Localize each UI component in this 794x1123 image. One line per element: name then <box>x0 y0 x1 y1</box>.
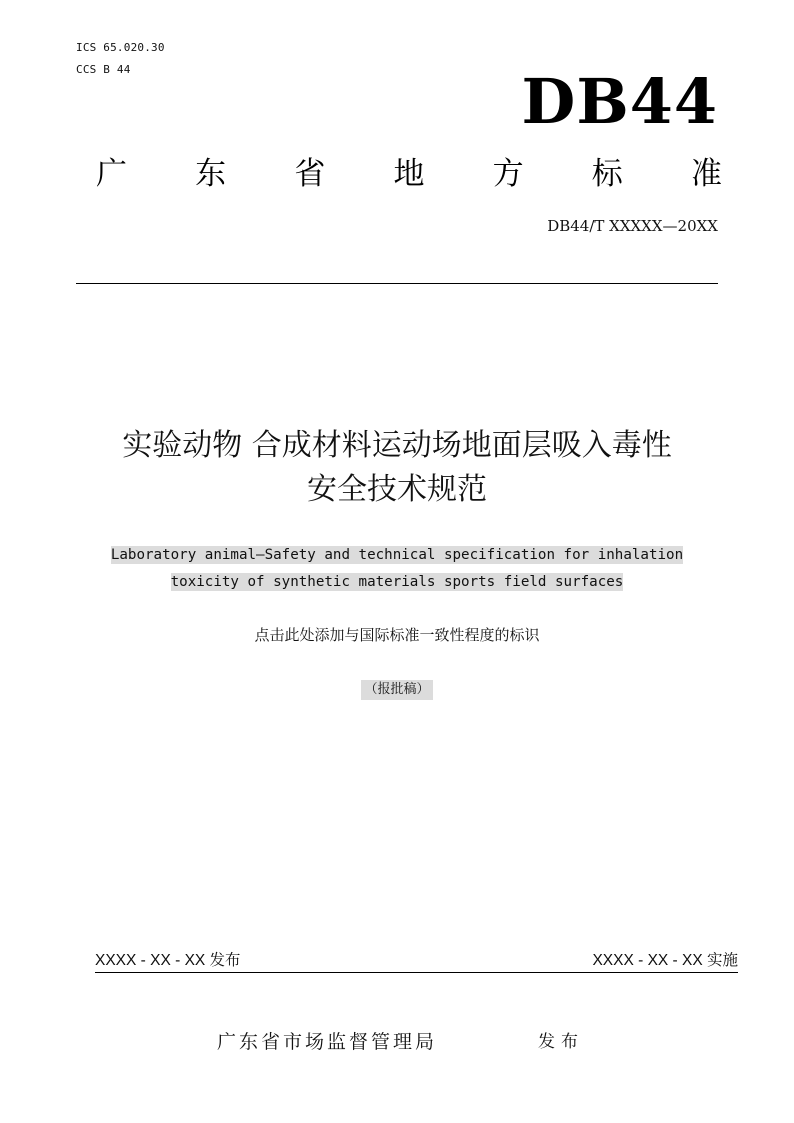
ics-code: ICS 65.020.30 <box>76 41 165 54</box>
english-title-line-2: toxicity of synthetic materials sports field surfaces <box>170 574 624 590</box>
standard-type-char: 方 <box>492 156 524 192</box>
implementation-date: XXXX - XX - XX 实施 <box>592 952 738 969</box>
draft-status-wrapper <box>60 678 734 700</box>
draft-status-label: （报批稿） <box>361 680 432 700</box>
standard-number: DB44/T XXXXX—20XX <box>547 217 718 235</box>
english-title-line-1: Laboratory animal—Safety and technical specification for inhalation <box>110 547 684 563</box>
standard-type-char: 广 <box>96 156 127 192</box>
ccs-code: CCS B 44 <box>76 63 131 76</box>
footer-divider <box>95 972 738 973</box>
standard-type-char: 省 <box>294 156 326 192</box>
chinese-title-line-2: 安全技术规范 <box>307 472 487 507</box>
standard-type-heading <box>96 152 722 196</box>
db44-logo: DB44 <box>521 65 718 138</box>
header-divider <box>76 283 718 284</box>
chinese-title <box>60 424 734 512</box>
issue-date: XXXX - XX - XX 发布 <box>95 952 241 969</box>
conformance-note-field[interactable]: 点击此处添加与国际标准一致性程度的标识 <box>254 626 540 644</box>
chinese-title-line-1: 实验动物 合成材料运动场地面层吸入毒性 <box>122 428 672 463</box>
issuer-action-label: 发布 <box>538 1032 584 1052</box>
standard-type-char: 地 <box>393 156 425 192</box>
english-title <box>60 542 734 596</box>
standard-type-char: 东 <box>195 156 227 192</box>
issuing-authority: 广东省市场监督管理局 <box>217 1031 438 1053</box>
standard-type-char: 准 <box>690 156 722 192</box>
standard-type-char: 标 <box>591 156 623 192</box>
